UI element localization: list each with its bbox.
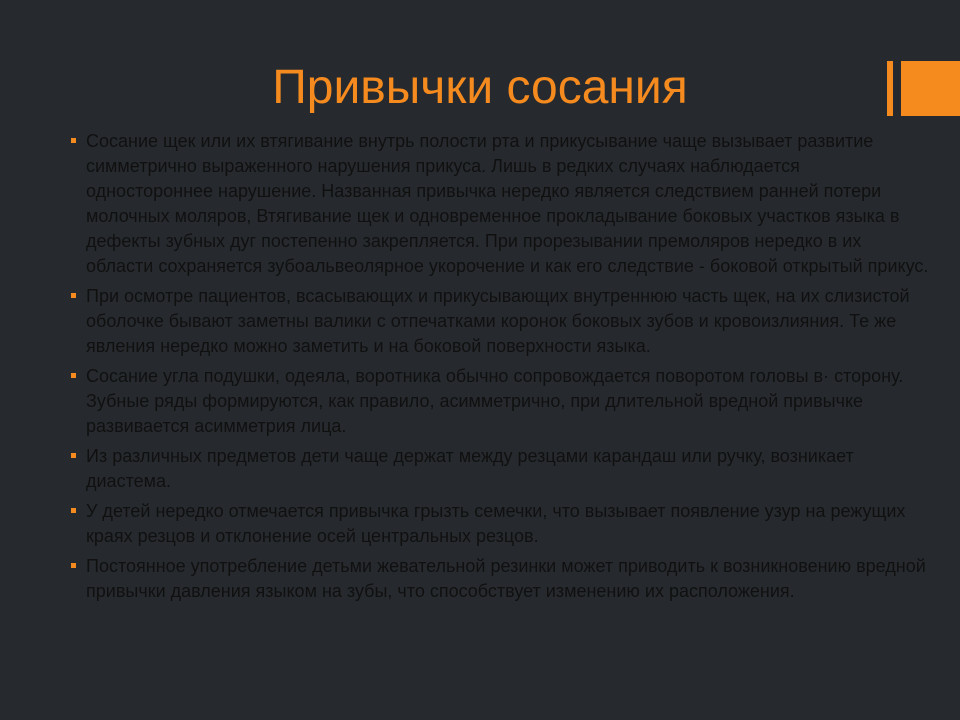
bullet-marker — [71, 563, 76, 568]
bullet-item — [70, 284, 930, 359]
bullet-list — [70, 129, 930, 609]
bullet-item — [70, 364, 930, 439]
bullet-item — [70, 554, 930, 604]
bullet-marker — [71, 138, 76, 143]
slide-title: Привычки сосания — [272, 61, 688, 114]
bullet-marker — [71, 293, 76, 298]
bullet-text: Из различных предметов дети чаще держат между резцами карандаш или ручку, возникает диастема. — [86, 446, 854, 491]
accent-bar-thick — [901, 61, 960, 116]
bullet-marker — [71, 508, 76, 513]
bullet-item — [70, 499, 930, 549]
bullet-item — [70, 444, 930, 494]
bullet-text: Сосание угла подушки, одеяла, воротника обычно сопровождается поворотом головы в· сторону. Зубные ряды формируются, как правило, асимметрично, при длительной вредной привычке развивается асимметрия лица. — [86, 366, 904, 436]
bullet-item — [70, 129, 930, 279]
bullet-text: У детей нередко отмечается привычка грызть семечки, что вызывает появление узур на режущих краях резцов и отклонение осей центральных резцов. — [86, 501, 906, 546]
bullet-text: Сосание щек или их втягивание внутрь полости рта и прикусывание чаще вызывает развитие симметрично выраженного нарушения прикуса. Лишь в редких случаях наблюдается одностороннее нарушение. Названная привычка нередко является следствием ранней потери молочных моляров, Втягивание щек и одновременное прокладывание боковых участков языка в дефекты зубных дуг постепенно закрепляется. При прорезывании премоляров нередко в их области сохраняется зубоальвеолярное укорочение и как его следствие - боковой открытый прикус. — [86, 131, 929, 276]
bullet-text: При осмотре пациентов, всасывающих и прикусывающих внутреннюю часть щек, на их слизистой оболочке бывают заметны валики с отпечатками коронок боковых зубов и кровоизлияния. Те же явления нередко можно заметить и на боковой поверхности языка. — [86, 286, 910, 356]
accent-bar-thin — [887, 61, 893, 116]
bullet-text: Постоянное употребление детьми жевательной резинки может приводить к возникновению вредной привычки давления языком на зубы, что способствует изменению их расположения. — [86, 556, 926, 601]
bullet-marker — [71, 373, 76, 378]
bullet-marker — [71, 453, 76, 458]
